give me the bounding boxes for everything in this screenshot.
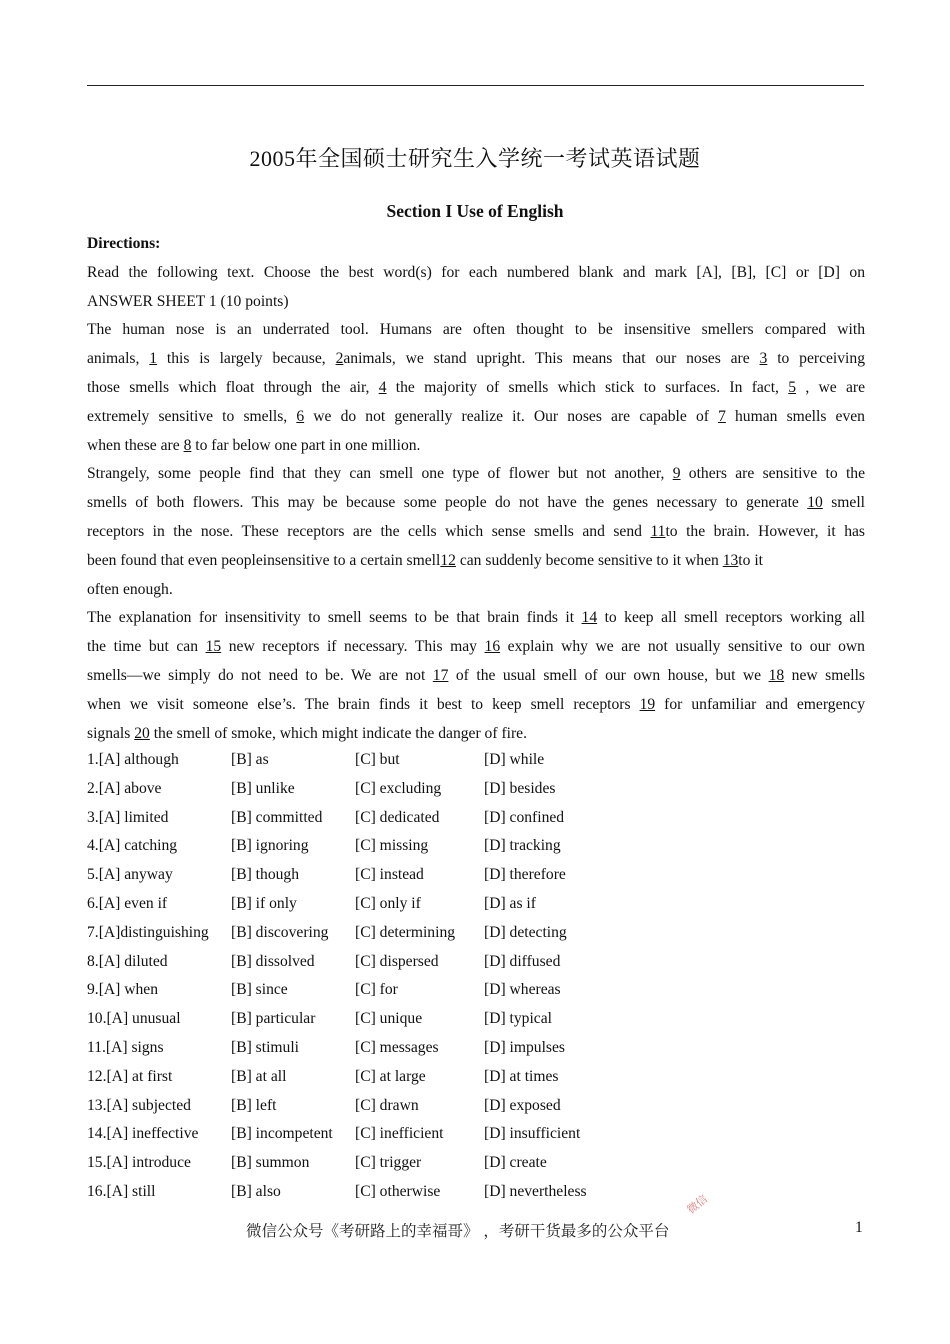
page-title: 2005年全国硕士研究生入学统一考试英语试题 [249,146,701,171]
text-line: receptors in the nose. These receptors are the cells which sense smells and send 11to the brain. However, it has [87,522,865,540]
option-choice: [B] left [231,1096,277,1114]
option-choice: [D] confined [484,808,565,826]
option-choice: [B] discovering [231,923,329,941]
option-choice: [D] tracking [484,837,561,855]
text-line: Strangely, some people find that they can smell one type of flower but not another, 9 others are sensitive to the [87,465,865,483]
option-choice: [C] for [355,981,398,999]
option-choice: [C] at large [355,1067,426,1085]
option-choice: 5.[A] anyway [87,866,173,884]
blank-number: 18 [768,666,785,684]
blank-number: 14 [581,609,598,627]
blank-number: 11 [650,522,666,540]
option-choice: [D] while [484,751,545,768]
option-choice: [D] whereas [484,981,561,999]
text-line: when we visit someone else’s. The brain finds it best to keep smell receptors 19 for unfamiliar and emergency [87,695,866,713]
text-line: when these are 8 to far below one part in one million. [87,436,421,454]
blank-number: 16 [484,638,501,656]
directions-text: Read the following text. Choose the best word(s) for each numbered blank and mark [A], [B], [C] or [D] on [87,263,865,281]
text-line: often enough. [87,580,173,598]
blank-number: 4 [378,378,387,396]
blank-number: 2 [335,350,344,368]
text-line: smells of both flowers. This may be because some people do not have the genes necessary to generate 10 smell [87,494,865,512]
blank-number: 10 [807,494,823,512]
option-choice: [B] as [231,751,269,768]
option-choice: [D] exposed [484,1096,561,1114]
text-line: signals 20 the smell of smoke, which might indicate the danger of fire. [87,724,527,742]
text-line: animals, 1 this is largely because, 2animals, we stand upright. This means that our noses are 3 to perceiving [87,350,865,368]
option-choice: [D] nevertheless [484,1183,587,1200]
option-choice: 7.[A]distinguishing [87,923,209,941]
text-line: smells—we simply do not need to be. We are not 17 of the usual smell of our own house, but we 18 new smells [87,666,865,684]
option-choice: [B] though [231,866,300,884]
blank-number: 3 [759,350,768,368]
option-choice: [C] inefficient [355,1125,444,1143]
blank-number: 20 [134,724,150,742]
paragraph-2 [87,460,865,604]
option-choice: [B] committed [231,808,323,826]
text-line: The explanation for insensitivity to smell seems to be that brain finds it 14 to keep all smell receptors working all [87,609,865,627]
blank-number: 6 [296,407,305,425]
watermark-stamp: 微信 [684,1192,710,1217]
option-choice: [C] unique [355,1010,423,1028]
paragraph-3 [87,604,865,748]
option-choice: [D] therefore [484,866,566,884]
option-choice: 2.[A] above [87,779,162,797]
footer-text: 微信公众号《考研路上的幸福哥》 ，考研干货最多的公众平台 [246,1222,670,1240]
directions-text-2: ANSWER SHEET 1 (10 points) [87,292,289,310]
section-heading: Section I Use of English [386,201,564,221]
option-choice: [B] at all [231,1067,287,1085]
option-choice: [D] detecting [484,923,567,941]
option-choice: [C] otherwise [355,1183,441,1200]
option-choice: 15.[A] introduce [87,1154,191,1172]
option-choice: [C] drawn [355,1096,419,1114]
blank-number: 13 [722,551,739,569]
directions-label: Directions: [87,235,161,252]
option-choice: 9.[A] when [87,981,159,999]
blank-number: 19 [639,695,656,713]
option-choice: [D] create [484,1154,547,1172]
option-choice: [C] missing [355,837,429,855]
option-choice: 13.[A] subjected [87,1096,191,1114]
option-choice: [B] if only [231,895,297,912]
option-choice: [B] incompetent [231,1125,333,1143]
option-choice: 3.[A] limited [87,808,169,826]
option-choice: [C] determining [355,923,456,941]
option-choice: 1.[A] although [87,751,179,768]
blank-number: 12 [440,551,456,569]
option-choice: 14.[A] ineffective [87,1125,199,1143]
option-choice: [D] typical [484,1010,552,1028]
document-body [87,230,865,748]
option-choice: [B] particular [231,1010,316,1028]
option-choice: [C] excluding [355,779,442,797]
blank-number: 15 [205,638,222,656]
option-choice: [C] but [355,751,400,768]
option-choice: [B] unlike [231,779,295,797]
option-choice: 12.[A] at first [87,1067,173,1085]
blank-number: 8 [183,436,192,454]
option-choice: 16.[A] still [87,1183,156,1200]
blank-number: 5 [788,378,797,396]
option-choice: [C] messages [355,1039,439,1056]
option-choice: [C] dedicated [355,808,440,826]
option-choice: [B] since [231,981,288,999]
option-choice: [C] trigger [355,1154,422,1172]
text-line: The human nose is an underrated tool. Humans are often thought to be insensitive smellers compared with [87,321,865,339]
option-choice: 4.[A] catching [87,837,178,855]
blank-number: 7 [718,407,726,425]
option-choice: [D] besides [484,779,556,797]
blank-number: 17 [432,666,449,684]
option-choice: [B] ignoring [231,837,309,855]
option-choice: [B] summon [231,1154,310,1172]
option-choice: [C] dispersed [355,952,439,970]
blank-number: 1 [149,350,158,368]
page-number: 1 [855,1219,863,1236]
option-choice: [D] insufficient [484,1125,581,1143]
option-choice: 11.[A] signs [87,1039,164,1056]
paragraph-1 [87,316,865,460]
option-choice: 10.[A] unusual [87,1010,181,1028]
blank-number: 9 [672,465,681,483]
text-line: extremely sensitive to smells, 6 we do not generally realize it. Our noses are capable of 7 human smells even [87,407,865,425]
option-choice: 6.[A] even if [87,895,168,912]
header-rule [87,85,864,86]
option-choice: [D] as if [484,895,536,912]
option-choice: [D] at times [484,1067,559,1085]
option-choice: [D] impulses [484,1039,565,1056]
option-choice: [B] stimuli [231,1039,300,1056]
text-line: the time but can 15 new receptors if necessary. This may 16 explain why we are not usually sensitive to our own [87,638,865,656]
option-choice: [B] dissolved [231,952,315,970]
option-choice: [C] instead [355,866,424,884]
option-choice: 8.[A] diluted [87,952,168,970]
option-choice: [D] diffused [484,952,561,970]
text-line: those smells which float through the air, 4 the majority of smells which stick to surfaces. In fact, 5 , we are [87,378,866,396]
text-line: been found that even peopleinsensitive to a certain smell12 can suddenly become sensitive to it when 13to it [87,551,763,569]
option-choice: [C] only if [355,895,421,912]
option-choice: [B] also [231,1183,281,1200]
